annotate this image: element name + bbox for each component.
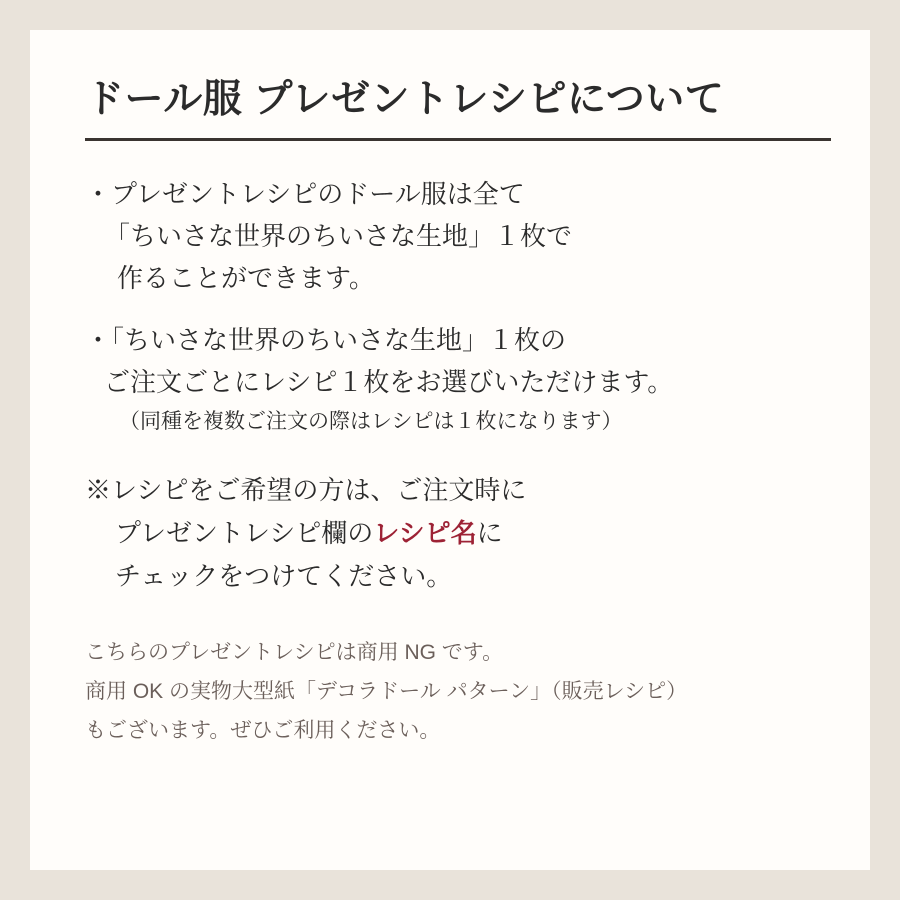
notice-line-3: チェックをつけてください。: [115, 561, 453, 592]
bullet-1-line-3: 作ることができます。: [117, 262, 375, 293]
bullet-1-line-2: 「ちいさな世界のちいさな生地」１枚で: [104, 220, 573, 251]
document-body: [85, 75, 830, 751]
bullet-2-note: （同種を複数ご注文の際はレシピは１枚になります）: [119, 410, 623, 434]
footer-line-1: こちらのプレゼントレシピは商用 NG です。: [85, 641, 504, 665]
title-divider: [85, 138, 831, 141]
notice-line-2-after: に: [476, 517, 503, 548]
bullet-2-line-1: ・「ちいさな世界のちいさな生地」１枚の: [85, 325, 567, 356]
recipe-name-highlight: レシピ名: [373, 517, 477, 548]
notice-line-2-before: プレゼントレシピ欄の: [115, 517, 374, 548]
list-item: [85, 319, 830, 439]
notice-line-2: [85, 512, 830, 555]
bullet-1-line-1: ・プレゼントレシピのドール服は全て: [85, 178, 525, 209]
bullet-2-line-2: ご注文ごとにレシピ１枚をお選びいただけます。: [104, 367, 674, 398]
notice-line-1: ※レシピをご希望の方は、ご注文時に: [85, 474, 527, 505]
footer-line-3: もございます。ぜひご利用ください。: [85, 718, 441, 742]
notice-block: [85, 469, 830, 598]
document-card: [30, 30, 870, 870]
page-title: ドール服 プレゼントレシピについて: [85, 78, 725, 121]
footer-note: [85, 634, 830, 751]
bullet-list: [85, 173, 830, 439]
footer-line-2: 商用 OK の実物大型紙「デコラドール パターン」（販売レシピ）: [85, 680, 688, 704]
list-item: [85, 173, 830, 299]
